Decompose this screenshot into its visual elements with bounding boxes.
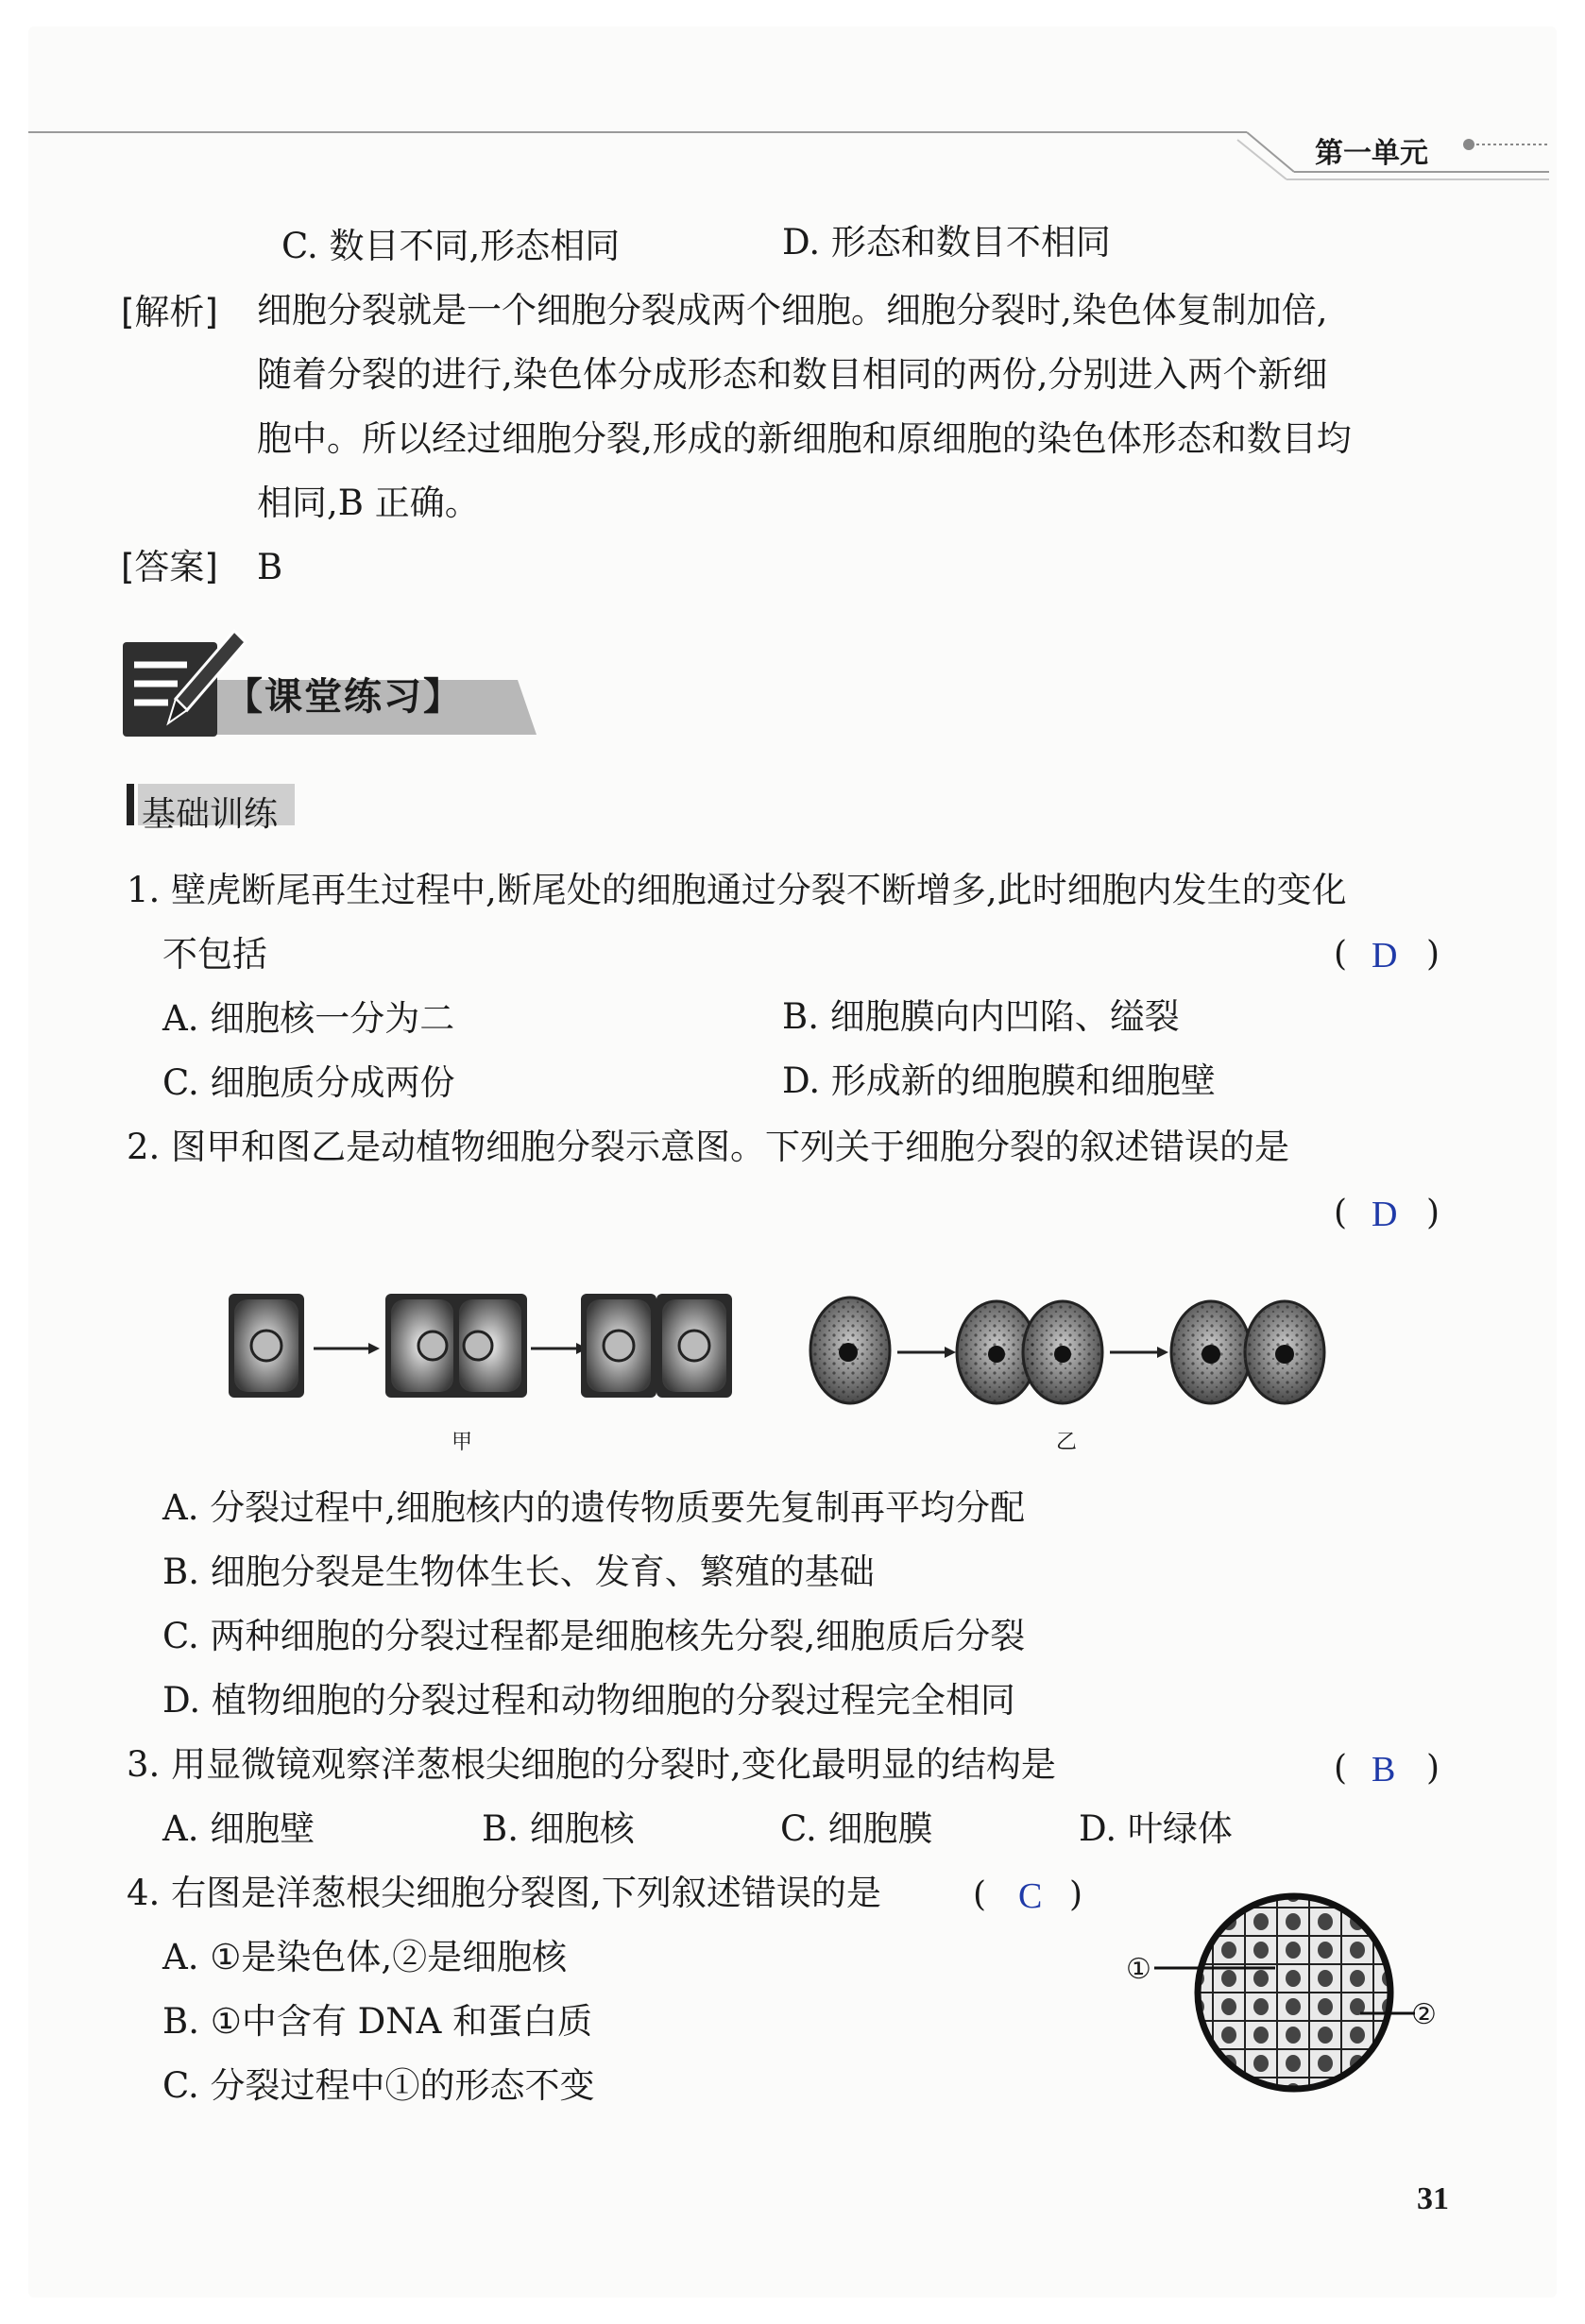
answer-paren-close: ) [1426,1749,1440,1788]
q3-option-b: B. 细胞核 [482,1808,635,1849]
plant-cell-division-figure [227,1284,737,1416]
animal-cell-dividing [957,1301,1102,1403]
analysis-line: 胞中。所以经过细胞分裂,形成的新细胞和原细胞的染色体形态和数目均 [257,418,1352,459]
q2-option-b: B. 细胞分裂是生物体生长、发育、繁殖的基础 [162,1552,875,1592]
animal-cell [810,1298,890,1403]
label-1-pointer [1154,1962,1277,1981]
onion-root-tip-figure [1181,1879,1407,2106]
answer-paren-close: ) [1426,935,1440,974]
figure-label-1: ① [1126,1953,1151,1986]
figure-label-yi: 乙 [1056,1431,1078,1454]
answer-tag: [答案] [121,547,218,587]
page-number: 31 [1417,2181,1449,2216]
q1-stem: 不包括 [162,934,267,975]
q4-stem: 4. 右图是洋葱根尖细胞分裂图,下列叙述错误的是 [127,1873,881,1913]
q4-option-b: B. ①中含有 DNA 和蛋白质 [162,2001,593,2042]
q1-option-c: C. 细胞质分成两份 [162,1062,455,1103]
subsection-title: 基础训练 [142,795,279,834]
arrow-icon [531,1343,588,1354]
q1-stem: 1. 壁虎断尾再生过程中,断尾处的细胞通过分裂不断增多,此时细胞内发生的变化 [127,870,1347,910]
q4-answer: C [1018,1876,1043,1916]
q2-option-c: C. 两种细胞的分裂过程都是细胞核先分裂,细胞质后分裂 [162,1616,1026,1656]
q4-option-c: C. 分裂过程中①的形态不变 [162,2065,595,2106]
answer-paren-close: ) [1069,1875,1083,1914]
arrow-icon [1110,1347,1168,1358]
subtitle-bar [127,784,134,825]
q1-option-a: A. 细胞核一分为二 [162,998,455,1039]
answer-value: B [257,547,283,587]
q1-option-b: B. 细胞膜向内凹陷、缢裂 [782,996,1180,1037]
analysis-tag: [解析] [121,292,218,332]
analysis-line: 相同,B 正确。 [257,483,480,523]
prev-option-c: C. 数目不同,形态相同 [281,226,621,266]
answer-paren-open: ( [973,1875,987,1914]
label-2-pointer [1360,2008,1417,2027]
arrow-icon [314,1343,380,1354]
q3-answer: B [1372,1750,1396,1790]
animal-cell-division-figure [803,1284,1332,1416]
q3-option-a: A. 细胞壁 [162,1808,315,1849]
plant-cells-divided [581,1294,732,1398]
plant-cell [229,1294,304,1398]
q2-option-d: D. 植物细胞的分裂过程和动物细胞的分裂过程完全相同 [162,1680,1015,1721]
q1-answer: D [1372,936,1398,975]
q2-answer: D [1372,1195,1398,1234]
analysis-line: 细胞分裂就是一个细胞分裂成两个细胞。细胞分裂时,染色体复制加倍, [257,290,1328,331]
q2-option-a: A. 分裂过程中,细胞核内的遗传物质要先复制再平均分配 [162,1487,1026,1528]
arrow-icon [897,1347,956,1358]
q3-stem: 3. 用显微镜观察洋葱根尖细胞的分裂时,变化最明显的结构是 [127,1744,1056,1785]
q1-option-d: D. 形成新的细胞膜和细胞壁 [782,1060,1216,1101]
answer-paren-open: ( [1334,1749,1348,1788]
section-title: 【课堂练习】 [225,675,463,719]
animal-cells-divided [1171,1301,1324,1403]
answer-paren-open: ( [1334,1194,1348,1232]
q3-option-c: C. 细胞膜 [780,1808,933,1849]
q3-option-d: D. 叶绿体 [1079,1808,1233,1849]
plant-cell-dividing [385,1294,527,1398]
unit-title: 第一单元 [1315,137,1428,170]
q2-stem: 2. 图甲和图乙是动植物细胞分裂示意图。下列关于细胞分裂的叙述错误的是 [127,1127,1290,1167]
analysis-line: 随着分裂的进行,染色体分成形态和数目相同的两份,分别进入两个新细 [257,354,1328,395]
answer-paren-close: ) [1426,1194,1440,1232]
prev-option-d: D. 形态和数目不相同 [782,222,1111,263]
figure-label-2: ② [1411,1998,1437,2031]
q4-option-a: A. ①是染色体,②是细胞核 [162,1937,568,1977]
figure-label-jia: 甲 [452,1431,473,1454]
answer-paren-open: ( [1334,935,1348,974]
